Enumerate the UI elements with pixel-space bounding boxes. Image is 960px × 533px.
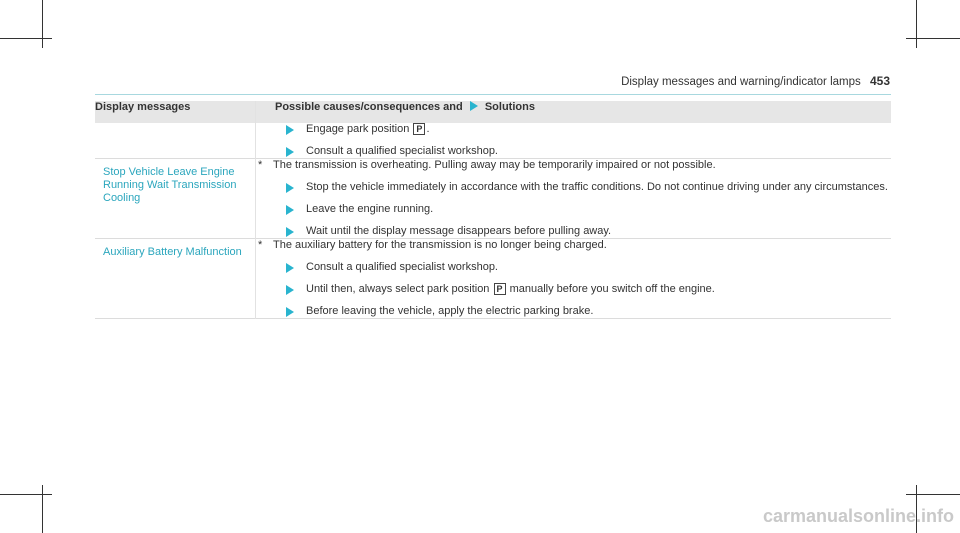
note-marker: * bbox=[258, 239, 263, 251]
display-messages-table bbox=[95, 101, 891, 319]
crop-mark bbox=[0, 38, 52, 39]
park-position-symbol: P bbox=[494, 283, 506, 295]
solution-arrow-icon bbox=[286, 183, 294, 193]
solution-arrow-icon bbox=[470, 101, 478, 111]
table-row bbox=[95, 239, 891, 319]
solution-step bbox=[256, 283, 891, 296]
solution-arrow-icon bbox=[286, 285, 294, 295]
crop-mark bbox=[0, 494, 52, 495]
column-header-display-messages: Display messages bbox=[95, 101, 256, 123]
running-header bbox=[621, 74, 890, 88]
message-cell bbox=[95, 123, 256, 159]
solutions-cell bbox=[256, 159, 892, 239]
solution-arrow-icon bbox=[286, 263, 294, 273]
crop-mark bbox=[42, 485, 43, 533]
crop-mark bbox=[906, 494, 960, 495]
step-text: Wait until the display message disappears before pulling away. bbox=[306, 225, 612, 237]
solution-step bbox=[256, 225, 891, 238]
solutions-cell bbox=[256, 123, 892, 159]
solution-step bbox=[256, 261, 891, 274]
section-title: Display messages and warning/indicator lamps bbox=[621, 76, 861, 88]
solutions-cell bbox=[256, 239, 892, 319]
note-marker: * bbox=[258, 159, 263, 171]
step-text: Consult a qualified specialist workshop. bbox=[306, 145, 498, 157]
solution-step bbox=[256, 305, 891, 318]
table-row bbox=[95, 159, 891, 239]
page-number: 453 bbox=[869, 74, 890, 88]
solution-arrow-icon bbox=[286, 125, 294, 135]
step-text: Before leaving the vehicle, apply the electric parking brake. bbox=[306, 305, 594, 317]
step-text: Engage park position P . bbox=[306, 123, 430, 135]
note-text: The transmission is overheating. Pulling away may be temporarily impaired or not possible. bbox=[273, 159, 716, 171]
solution-arrow-icon bbox=[286, 307, 294, 317]
crop-mark bbox=[916, 0, 917, 48]
message-cell bbox=[95, 159, 256, 239]
solution-step bbox=[256, 123, 891, 136]
solution-arrow-icon bbox=[286, 205, 294, 215]
step-text: Consult a qualified specialist workshop. bbox=[306, 261, 498, 273]
solution-step bbox=[256, 145, 891, 158]
solution-step bbox=[256, 181, 891, 194]
step-text: Leave the engine running. bbox=[306, 203, 434, 215]
note-text: The auxiliary battery for the transmission is no longer being charged. bbox=[273, 239, 607, 251]
header-rule bbox=[95, 94, 891, 95]
message-cell bbox=[95, 239, 256, 319]
watermark: carmanualsonline.info bbox=[762, 506, 954, 526]
display-message-text: Auxiliary Battery Malfunction bbox=[103, 246, 242, 258]
crop-mark bbox=[42, 0, 43, 48]
table-header-row bbox=[95, 101, 891, 123]
solution-step bbox=[256, 203, 891, 216]
table-row bbox=[95, 123, 891, 159]
solution-arrow-icon bbox=[286, 227, 294, 237]
display-message-text: Stop Vehicle Leave Engine Running Wait Transmission Cooling bbox=[103, 166, 237, 204]
solution-arrow-icon bbox=[286, 147, 294, 157]
column-header-causes-solutions: Possible causes/consequences and Solutions bbox=[256, 101, 892, 123]
step-text: Stop the vehicle immediately in accordance with the traffic conditions. Do not continue driving under any circumstances. bbox=[306, 181, 888, 193]
park-position-symbol: P bbox=[413, 123, 425, 135]
cause-note bbox=[256, 159, 891, 172]
cause-note bbox=[256, 239, 891, 252]
crop-mark bbox=[906, 38, 960, 39]
step-text: Until then, always select park position P manually before you switch off the engine. bbox=[306, 283, 715, 295]
